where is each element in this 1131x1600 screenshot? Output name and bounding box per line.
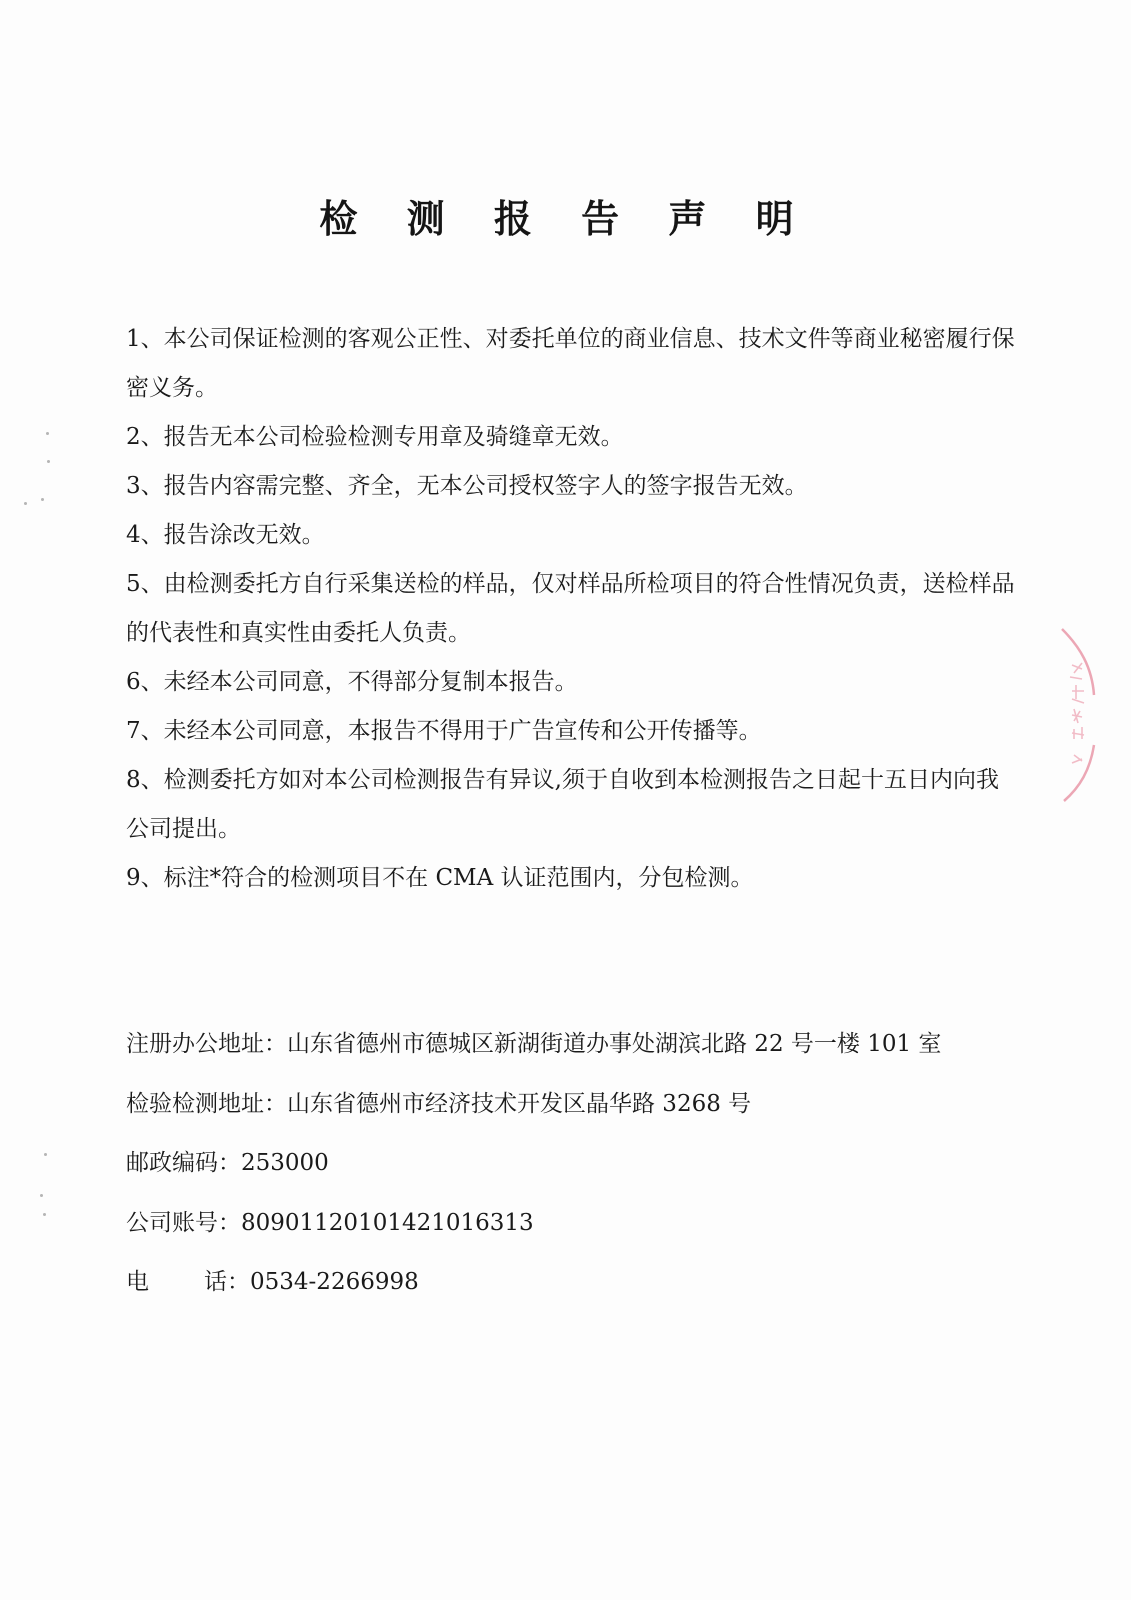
clause-8: 8、检测委托方如对本公司检测报告有异议,须于自收到本检测报告之日起十五日内向我公司提出。 <box>126 767 999 842</box>
postcode-label: 邮政编码： <box>126 1150 241 1176</box>
contact-info <box>126 1022 1021 1320</box>
clause-2: 2、报告无本公司检验检测专用章及骑缝章无效。 <box>126 424 624 450</box>
clause-7: 7、未经本公司同意，本报告不得用于广告宣传和公开传播等。 <box>126 718 762 744</box>
clause-3: 3、报告内容需完整、齐全，无本公司授权签字人的签字报告无效。 <box>126 473 808 499</box>
office-address-value: 山东省德州市德城区新湖街道办事处湖滨北路 22 号一楼 101 室 <box>287 1031 942 1057</box>
scan-speck <box>24 502 27 505</box>
office-address-label: 注册办公地址： <box>126 1031 287 1057</box>
phone-label <box>126 1260 250 1304</box>
clause-6: 6、未经本公司同意，不得部分复制本报告。 <box>126 669 578 695</box>
lab-address-label: 检验检测地址： <box>126 1090 287 1117</box>
account-value: 80901120101421016313 <box>241 1209 534 1236</box>
seal-stamp-fragment <box>1058 625 1098 805</box>
scan-speck <box>41 498 44 501</box>
account-row <box>126 1201 1021 1261</box>
postcode-row <box>126 1141 1021 1201</box>
clause-9: 9、标注*符合的检测项目不在 CMA 认证范围内，分包检测。 <box>126 865 754 891</box>
phone-label-part-2: 话： <box>204 1269 250 1295</box>
scan-speck <box>43 1213 46 1216</box>
lab-address-row <box>126 1082 1021 1142</box>
postcode-value: 253000 <box>241 1150 329 1176</box>
phone-label-part-1: 电 <box>126 1269 149 1295</box>
office-address-row <box>126 1022 1021 1082</box>
account-label: 公司账号： <box>126 1209 241 1236</box>
clause-1: 1、本公司保证检测的客观公正性、对委托单位的商业信息、技术文件等商业秘密履行保密义务。 <box>126 326 1015 401</box>
scan-speck <box>44 1153 47 1156</box>
phone-value: 0534-2266998 <box>250 1269 419 1295</box>
clause-list <box>126 315 1021 903</box>
scan-speck <box>40 1194 43 1197</box>
lab-address-value: 山东省德州市经济技术开发区晶华路 3268 号 <box>287 1090 752 1117</box>
page-title: 检 测 报 告 声 明 <box>319 197 812 241</box>
phone-row <box>126 1260 1021 1320</box>
scan-speck <box>46 432 49 435</box>
clause-4: 4、报告涂改无效。 <box>126 522 325 548</box>
scan-speck <box>47 460 50 463</box>
clause-5: 5、由检测委托方自行采集送检的样品，仅对样品所检项目的符合性情况负责，送检样品的代表性和真实性由委托人负责。 <box>126 571 1015 646</box>
